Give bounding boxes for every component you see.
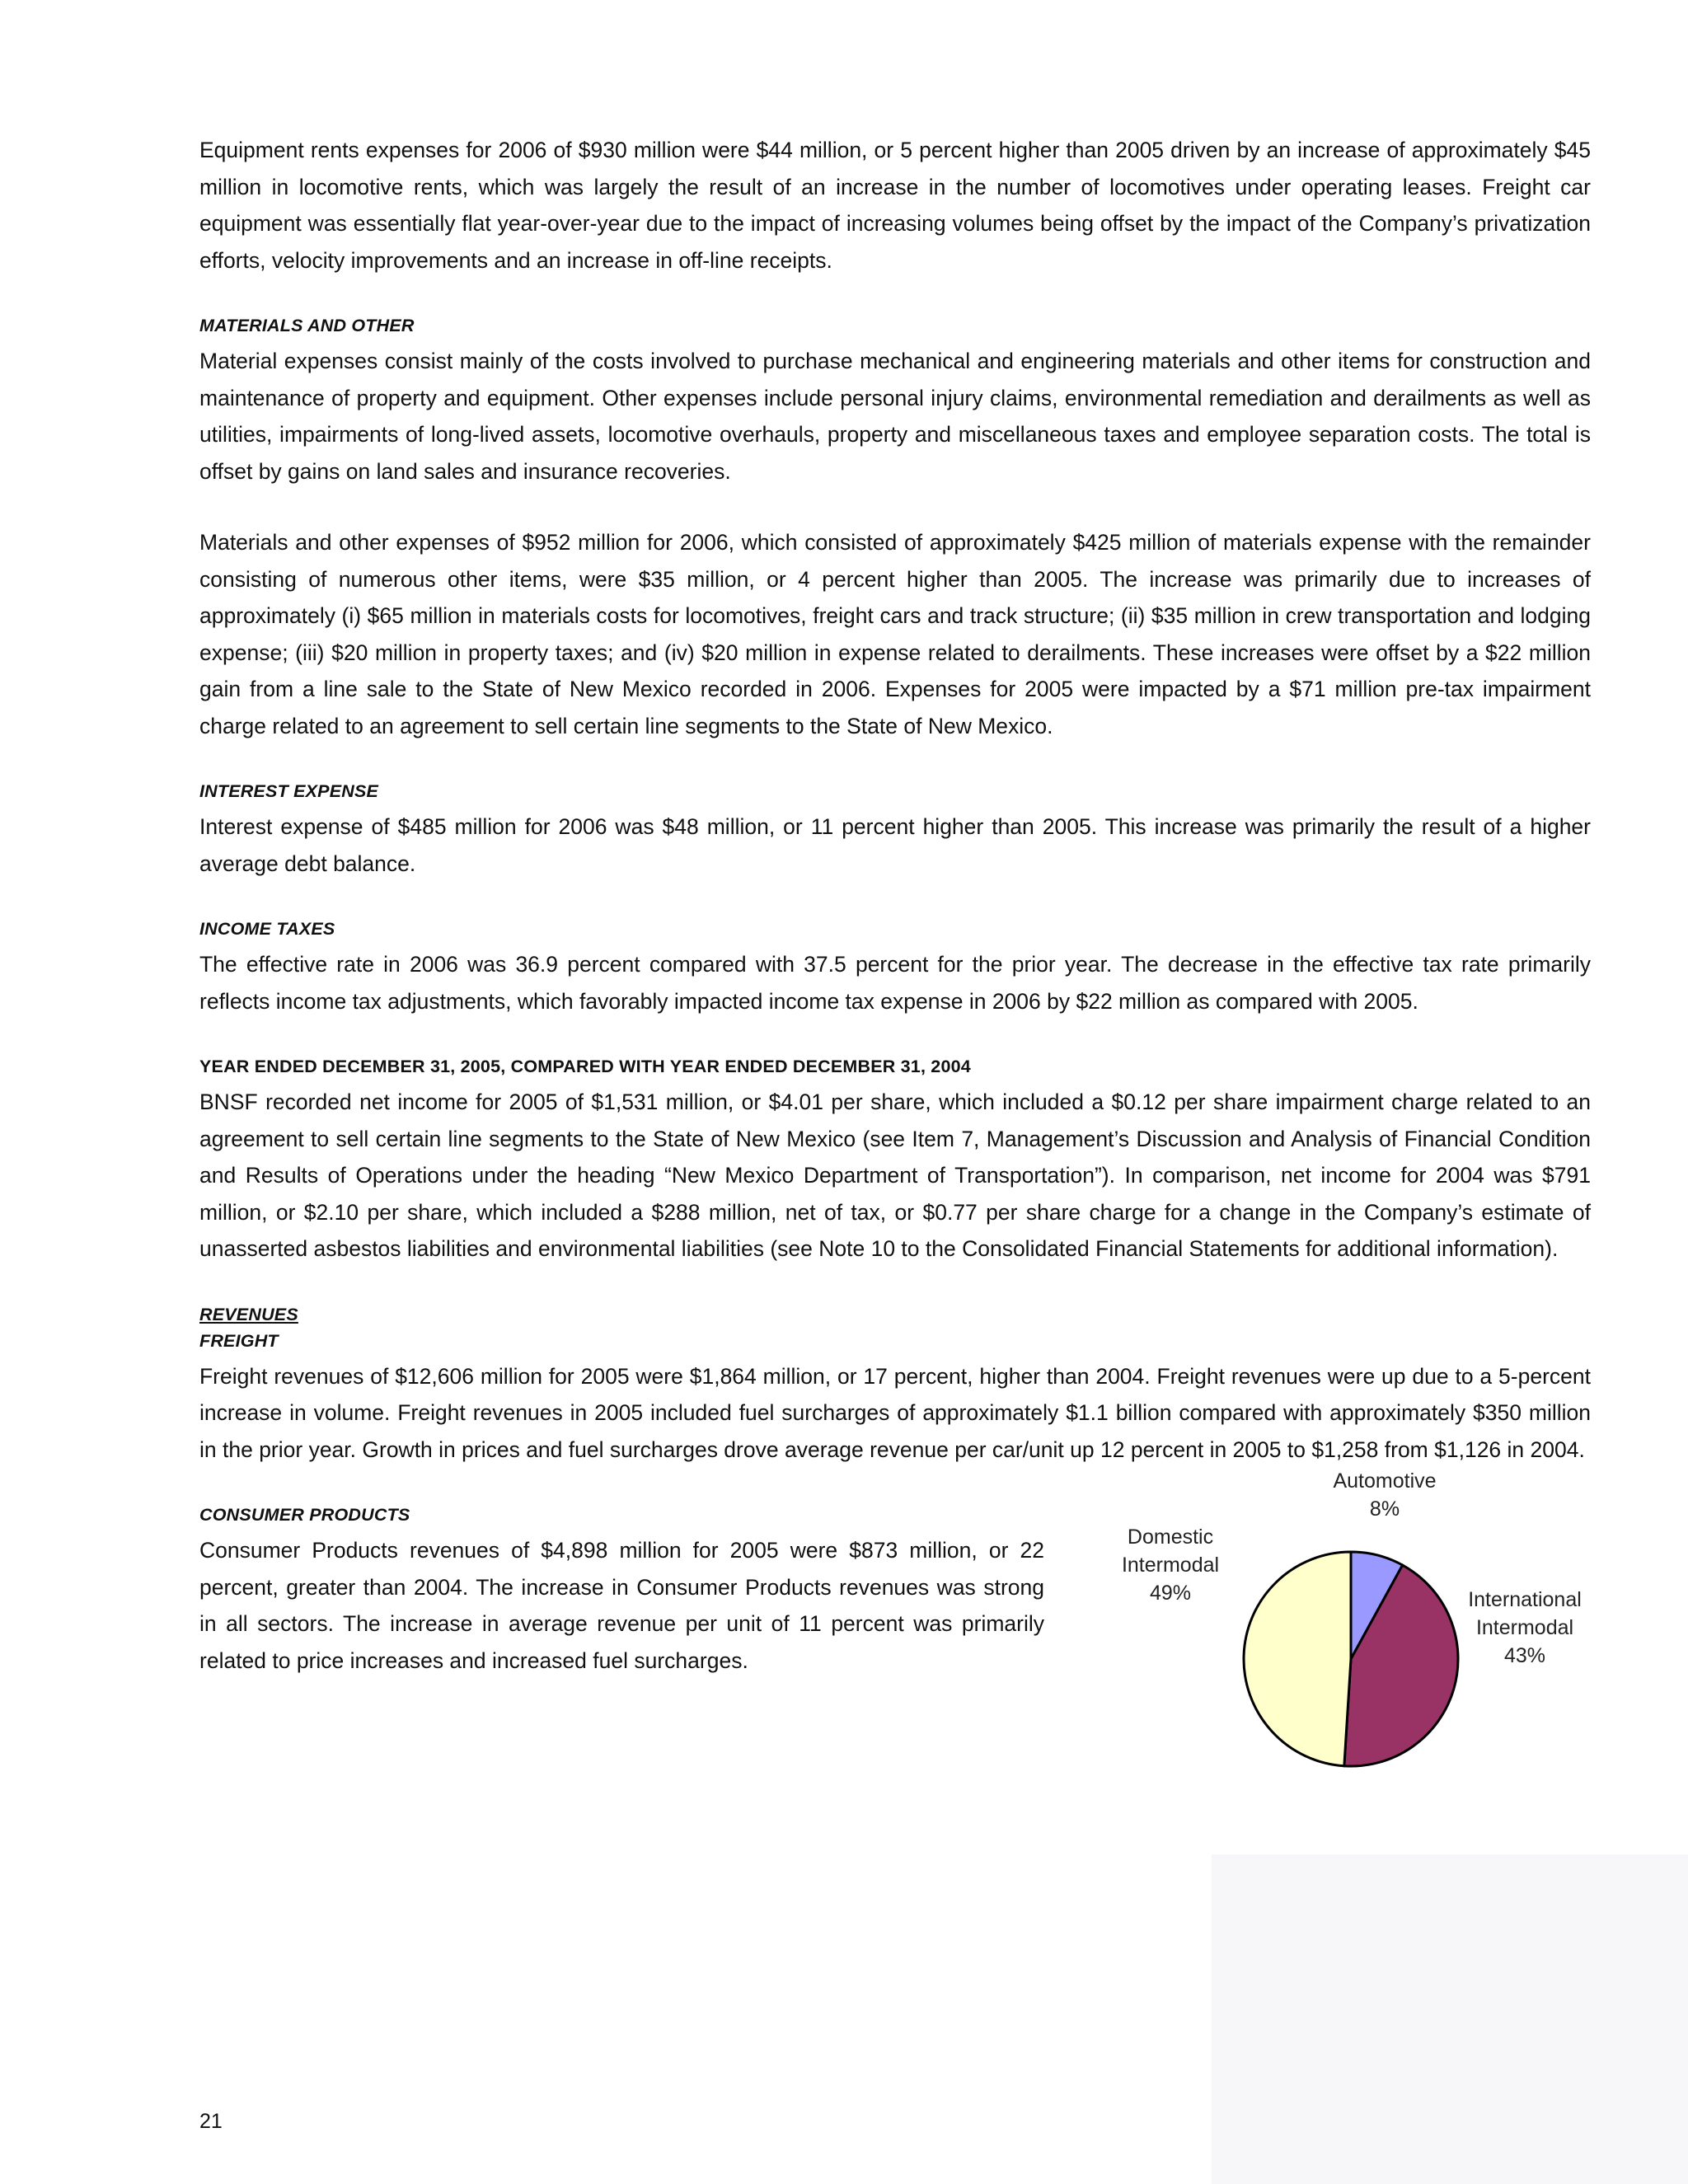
document-body	[199, 132, 1591, 1799]
income-taxes-paragraph: The effective rate in 2006 was 36.9 percent compared with 37.5 percent for the prior year. The decrease in the effective tax rate primarily reflects income tax adjustments, which favorably impacted income tax expense in 2006 by $22 million as compared with 2005.	[199, 952, 1591, 1014]
consumer-products-section	[199, 1469, 1591, 1799]
consumer-products-heading: CONSUMER PRODUCTS	[199, 1505, 410, 1525]
revenues-heading: REVENUES	[199, 1304, 298, 1324]
consumer-products-paragraph: Consumer Products revenues of $4,898 million for 2005 were $873 million, or 22 percent, greater than 2004. The increase in Consumer Products revenues was strong in all sectors. The increase in average revenue per unit of 11 percent was primarily related to price increases and increased fuel surcharges.	[199, 1538, 1044, 1673]
materials-heading: MATERIALS AND OTHER	[199, 316, 415, 335]
materials-paragraph-1: Material expenses consist mainly of the costs involved to purchase mechanical and engineering materials and other items for construction and maintenance of property and equipment. Other expenses include personal injury claims, environmental remediation and derailments as well as utilities, impairments of long-lived assets, locomotive overhauls, property and miscellaneous taxes and employee separation costs. The total is offset by gains on land sales and insurance recoveries.	[199, 349, 1591, 484]
page-number: 21	[199, 2110, 223, 2133]
consumer-products-text	[199, 1502, 1044, 1679]
freight-paragraph: Freight revenues of $12,606 million for 2005 were $1,864 million, or 17 percent, higher than 2004. Freight revenues were up due to a 5-percent increase in volume. Freight revenues in 2005 included fuel surcharges of approximately $1.1 billion compared with approximately $350 million in the prior year. Growth in prices and fuel surcharges drove average revenue per car/unit up 12 percent in 2005 to $1,258 from $1,126 in 2004.	[199, 1363, 1591, 1462]
year-comparison-heading: YEAR ENDED DECEMBER 31, 2005, COMPARED WITH YEAR ENDED DECEMBER 31, 2004	[199, 1057, 971, 1076]
revenue-pie-chart	[1057, 1453, 1601, 1783]
pie-chart-svg	[1057, 1453, 1601, 1783]
pie-label-automotive: Automotive 8%	[1333, 1469, 1437, 1521]
pie-label-domestic-intermodal: Domestic Intermodal 49%	[1121, 1526, 1220, 1605]
equipment-rents-paragraph: Equipment rents expenses for 2006 of $930 million were $44 million, or 5 percent higher than 2005 driven by an increase of approximately $45 million in locomotive rents, which was largely the result of an increase in the number of locomotives under operating leases. Freight car equipment was essentially flat year-over-year due to the impact of increasing volumes being offset by the impact of the Company’s privatization efforts, velocity improvements and an increase in off-line receipts.	[199, 138, 1591, 273]
income-taxes-heading: INCOME TAXES	[199, 919, 335, 939]
page-shade	[1212, 1854, 1688, 2184]
pie-slice-domestic-intermodal	[1244, 1552, 1351, 1766]
pie-label-international-intermodal: International Intermodal 43%	[1468, 1588, 1582, 1667]
interest-expense-heading: INTEREST EXPENSE	[199, 781, 379, 801]
materials-paragraph-2: Materials and other expenses of $952 million for 2006, which consisted of approximately $425 million of materials expense with the remainder consisting of numerous other items, were $35 million, or 4 percent higher than 2005. The increase was primarily due to increases of approximately (i) $65 million in materials costs for locomotives, freight cars and track structure; (ii) $35 million in crew transportation and lodging expense; (iii) $20 million in property taxes; and (iv) $20 million in expense related to derailments. These increases were offset by a $22 million gain from a line sale to the State of New Mexico recorded in 2006. Expenses for 2005 were impacted by a $71 million pre-tax impairment charge related to an agreement to sell certain line segments to the State of New Mexico.	[199, 530, 1591, 738]
year-comparison-paragraph: BNSF recorded net income for 2005 of $1,531 million, or $4.01 per share, which included a $0.12 per share impairment charge related to an agreement to sell certain line segments to the State of New Mexico (see Item 7, Management’s Discussion and Analysis of Financial Condition and Results of Operations under the heading “New Mexico Department of Transportation”). In comparison, net income for 2004 was $791 million, or $2.10 per share, which included a $288 million, net of tax, or $0.77 per share charge for a change in the Company’s estimate of unasserted asbestos liabilities and environmental liabilities (see Note 10 to the Consolidated Financial Statements for additional information).	[199, 1090, 1591, 1261]
interest-expense-paragraph: Interest expense of $485 million for 2006 was $48 million, or 11 percent higher than 2005. This increase was primarily the result of a higher average debt balance.	[199, 814, 1591, 876]
freight-heading: FREIGHT	[199, 1330, 279, 1351]
